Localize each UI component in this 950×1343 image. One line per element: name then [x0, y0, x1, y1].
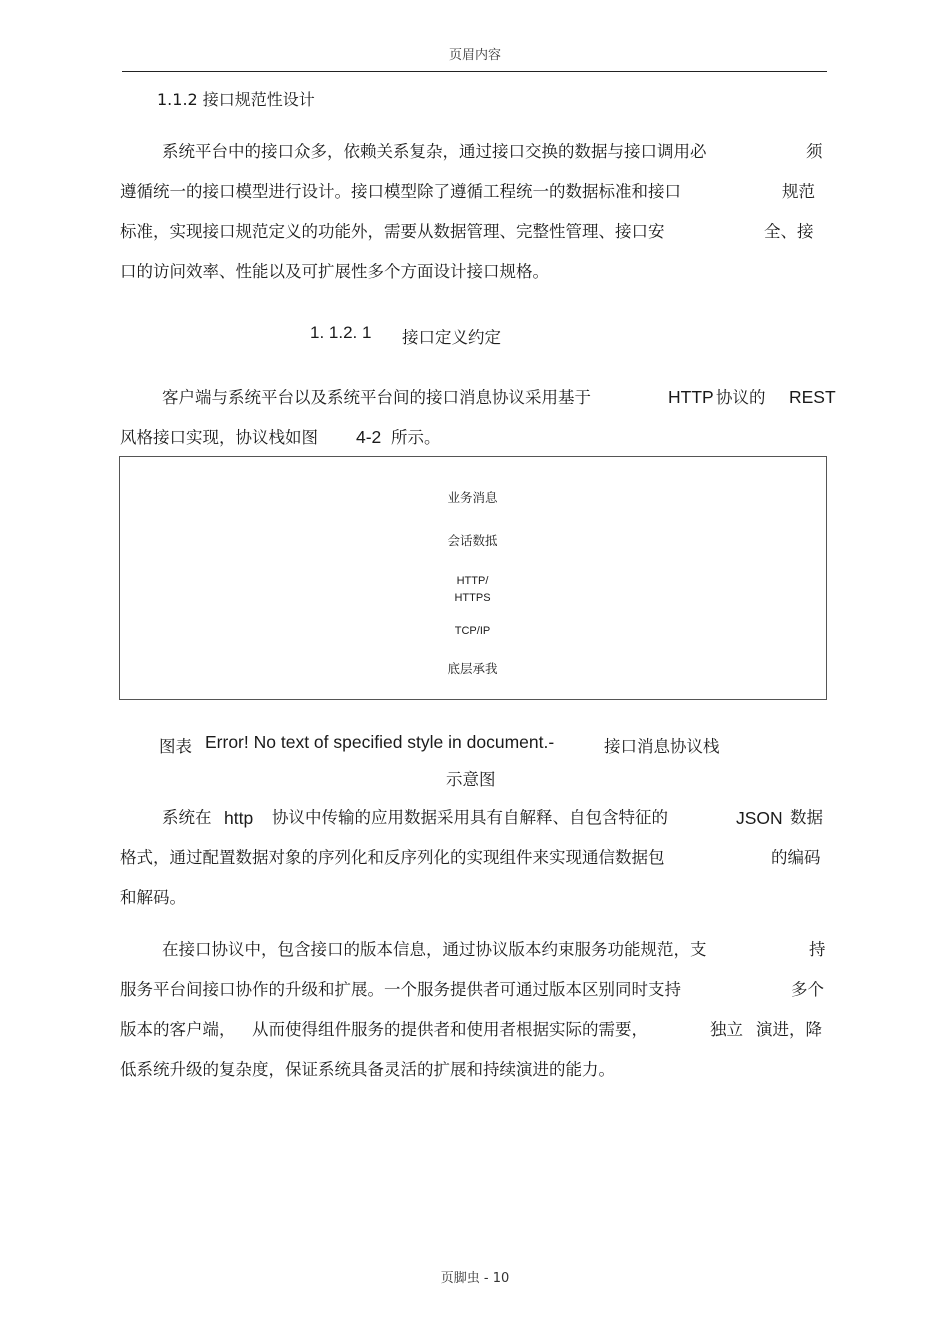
layer-business-message: 业务消息	[447, 490, 498, 505]
caption-error-text: Error! No text of specified style in document.-	[205, 732, 555, 752]
para1-line1-a: 系统平台中的接口众多，依赖关系复杂，通过接口交换的数据与接口调用必	[162, 142, 707, 161]
para4-line3-a: 版本的客户端，	[120, 1020, 236, 1039]
caption-title: 接口消息协议栈	[604, 737, 720, 756]
section-title: 1.1.2 接口规范性设计	[157, 90, 315, 109]
para1-line1-b: 须	[806, 142, 823, 161]
para2-line1-http: HTTP	[668, 387, 714, 407]
page-footer: 页脚虫 - 10	[440, 1271, 510, 1286]
para3-line1-http: http	[224, 808, 254, 828]
para4-line3-b: 从而使得组件服务的提供者和使用者根据实际的需要，	[252, 1020, 648, 1039]
para1-line3-b: 全、接	[764, 222, 814, 241]
header-rule	[122, 71, 827, 72]
para2-line2-figref: 4-2	[356, 427, 382, 447]
para2-line2-c: 所示。	[391, 428, 441, 447]
page-header: 页眉内容	[448, 48, 501, 63]
para3-line1-json: JSON	[736, 808, 783, 828]
para4-line3-d: 演进，降	[756, 1020, 822, 1039]
para3-line1-c: 协议中传输的应用数据采用具有自解释、自包含特征的	[272, 808, 668, 827]
layer-https: HTTPS	[454, 592, 491, 604]
para1-line2-a: 遵循统一的接口模型进行设计。接口模型除了遵循工程统一的数据标准和接口	[120, 182, 681, 201]
para4-line2-a: 服务平台间接口协作的升级和扩展。一个服务提供者可通过版本区别同时支持	[120, 980, 681, 999]
para2-line2-a: 风格接口实现，协议栈如图	[120, 428, 318, 447]
layer-session-data: 会话数抵	[447, 533, 498, 548]
caption-prefix: 图表	[159, 737, 192, 756]
para3-line1-e: 数据	[790, 808, 823, 827]
para3-line2-b: 的编码	[771, 848, 821, 867]
layer-http: HTTP/	[456, 575, 489, 587]
para2-line1-rest: REST	[789, 387, 836, 407]
layer-underlying-carrier: 底层承我	[447, 661, 498, 676]
para3-line1-a: 系统在	[162, 808, 212, 827]
para4-line3-c: 独立	[710, 1020, 743, 1039]
subsection-number: 1. 1.2. 1	[310, 323, 372, 342]
para1-line4: 口的访问效率、性能以及可扩展性多个方面设计接口规格。	[120, 262, 549, 281]
para4-line2-b: 多个	[791, 980, 824, 999]
protocol-stack-diagram	[119, 456, 827, 700]
para2-line1-c: 协议的	[716, 388, 766, 407]
para4-line1-b: 持	[809, 940, 826, 959]
para2-line1-a: 客户端与系统平台以及系统平台间的接口消息协议采用基于	[162, 388, 591, 407]
caption-line2: 示意图	[446, 770, 496, 789]
para3-line3: 和解码。	[120, 888, 186, 907]
subsection-label: 接口定义约定	[402, 328, 501, 347]
para4-line1-a: 在接口协议中，包含接口的版本信息，通过协议版本约束服务功能规范，支	[162, 940, 707, 959]
para3-line2-a: 格式，通过配置数据对象的序列化和反序列化的实现组件来实现通信数据包	[120, 848, 665, 867]
layer-tcpip: TCP/IP	[454, 625, 491, 637]
para1-line2-b: 规范	[782, 182, 815, 201]
para1-line3-a: 标准，实现接口规范定义的功能外，需要从数据管理、完整性管理、接口安	[120, 222, 665, 241]
para4-line4: 低系统升级的复杂度，保证系统具备灵活的扩展和持续演进的能力。	[120, 1060, 615, 1079]
